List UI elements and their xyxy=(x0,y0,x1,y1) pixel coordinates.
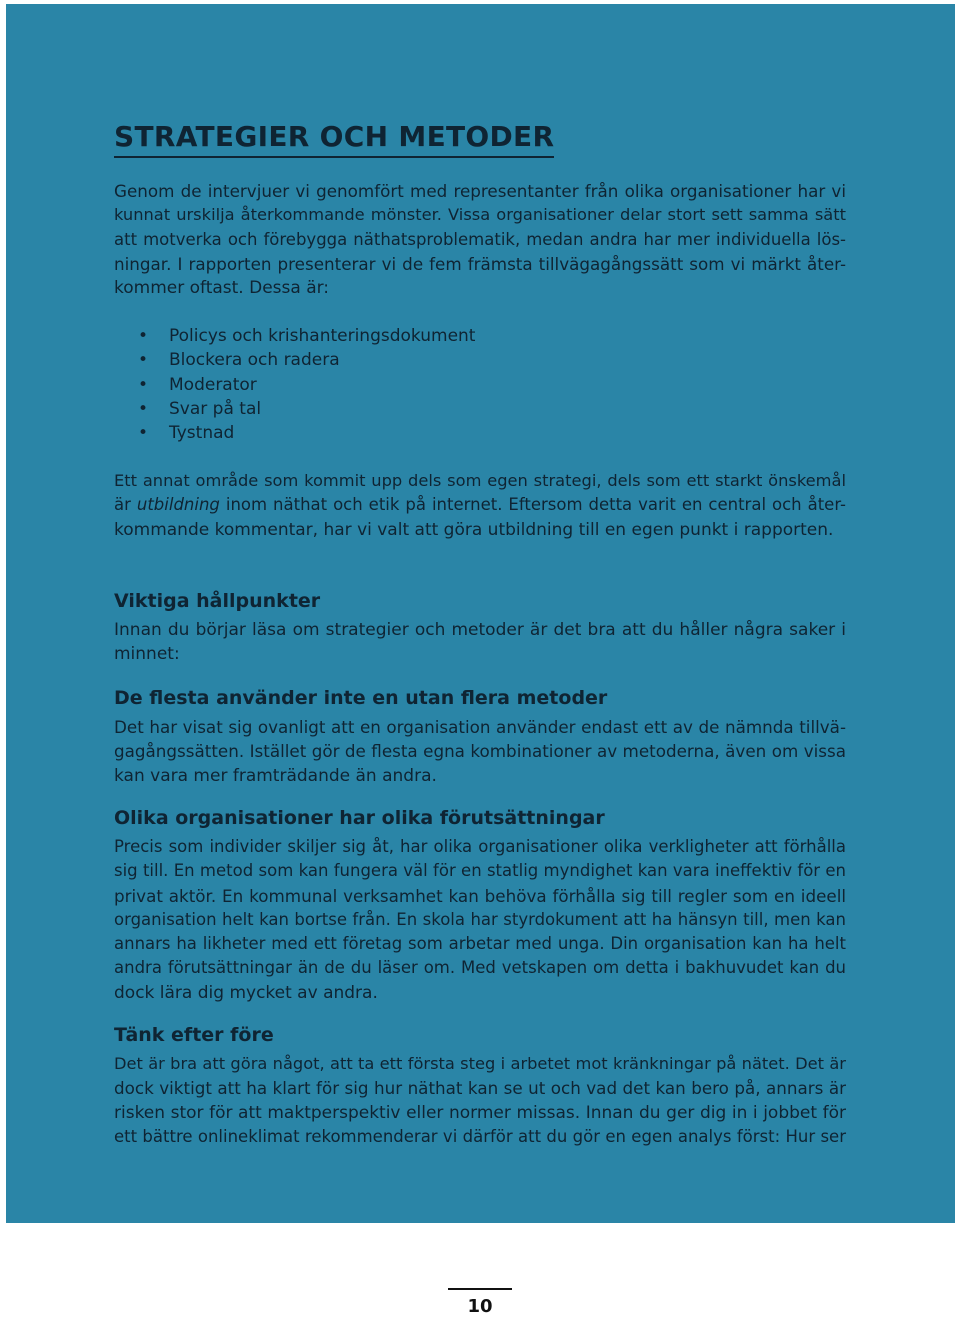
section-line: Det är bra att göra något, att ta ett första steg i arbetet mot kränkningar på nätet. Det är xyxy=(114,1054,846,1073)
education-line-end: inom näthat och etik på internet. Eftersom detta varit en central och åter- xyxy=(219,495,847,515)
section-line: dock viktigt att ha klart för sig hur näthat kan se ut och vad det kan bero på, annars är xyxy=(114,1078,846,1099)
intro-line: att motverka och förebygga näthatsproblematik, medan andra har mer individuella lös- xyxy=(114,229,846,249)
section-paragraph xyxy=(114,835,846,1005)
education-emphasis: utbildning xyxy=(136,495,220,515)
education-paragraph xyxy=(114,469,846,542)
section-heading: Tänk efter före xyxy=(114,1024,274,1046)
list-item: • Moderator xyxy=(114,373,475,397)
section-heading: Viktiga hållpunkter xyxy=(114,590,321,612)
page-title: STRATEGIER OCH METODER xyxy=(114,120,554,158)
intro-line: kunnat urskilja återkommande mönster. Vissa organisationer delar stort sett samma sätt xyxy=(114,205,846,225)
list-item: • Blockera och radera xyxy=(114,348,475,372)
intro-paragraph xyxy=(114,179,846,300)
education-line: Ett annat område som kommit upp dels som egen strategi, dels som ett starkt önskemål xyxy=(114,471,846,490)
section-line: minnet: xyxy=(114,644,180,665)
strategy-list xyxy=(114,324,475,445)
list-item: • Policys och krishanteringsdokument xyxy=(114,324,475,348)
section-line: dock lära dig mycket av andra. xyxy=(114,982,378,1003)
education-line-start: är xyxy=(114,495,137,515)
section-paragraph xyxy=(114,1052,846,1149)
section-line: Innan du börjar läsa om strategier och metoder är det bra att du håller några saker i xyxy=(114,620,846,640)
list-item: • Svar på tal xyxy=(114,397,475,421)
section-line: ett bättre onlineklimat rekommenderar vi därför att du gör en egen analys först: Hur ser xyxy=(114,1126,846,1146)
list-item: • Tystnad xyxy=(114,421,475,445)
intro-line: kommer oftast. Dessa är: xyxy=(114,278,330,299)
section-line: annars ha likheter med ett företag som arbetar med unga. Din organisation kan ha helt xyxy=(114,934,846,954)
section-line: gagångssätten. Istället gör de flesta egna kombinationer av metoderna, även om vissa xyxy=(114,741,846,762)
section-line: privat aktör. En kommunal verksamhet kan behöva förhålla sig till regler som en ideell xyxy=(114,885,846,906)
section-line: Det har visat sig ovanligt att en organisation använder endast ett av de nämnda tillvä- xyxy=(114,717,846,737)
section-line: andra förutsättningar än de du läser om. Med vetskapen om detta i bakhuvudet kan du xyxy=(114,958,846,978)
section-paragraph xyxy=(114,715,846,788)
page-number-rule xyxy=(448,1288,512,1290)
section-paragraph xyxy=(114,618,846,667)
education-line xyxy=(114,493,846,517)
section-heading: De flesta använder inte en utan flera metoder xyxy=(114,687,608,709)
page-number: 10 xyxy=(467,1296,493,1317)
section-line: Precis som individer skiljer sig åt, har olika organisationer olika verkligheter att förhålla xyxy=(114,837,846,856)
section-heading: Olika organisationer har olika förutsättningar xyxy=(114,807,605,829)
section-line: kan vara mer framträdande än andra. xyxy=(114,765,437,786)
section-line: risken stor för att maktperspektiv eller normer missas. Innan du ger dig in i jobbet för xyxy=(114,1102,846,1123)
section-line: sig till. En metod som kan fungera väl för en statlig myndighet kan vara ineffektiv för en xyxy=(114,861,846,881)
intro-line: Genom de intervjuer vi genomfört med representanter från olika organisationer har vi xyxy=(114,181,846,201)
education-line: kommande kommentar, har vi valt att göra utbildning till en egen punkt i rapporten. xyxy=(114,519,834,540)
section-line: organisation helt kan bortse från. En skola har styrdokument att ha hänsyn till, men kan xyxy=(114,909,846,929)
intro-line: ningar. I rapporten presenterar vi de fem främsta tillvägagångssätt som vi märkt åter- xyxy=(114,253,846,274)
